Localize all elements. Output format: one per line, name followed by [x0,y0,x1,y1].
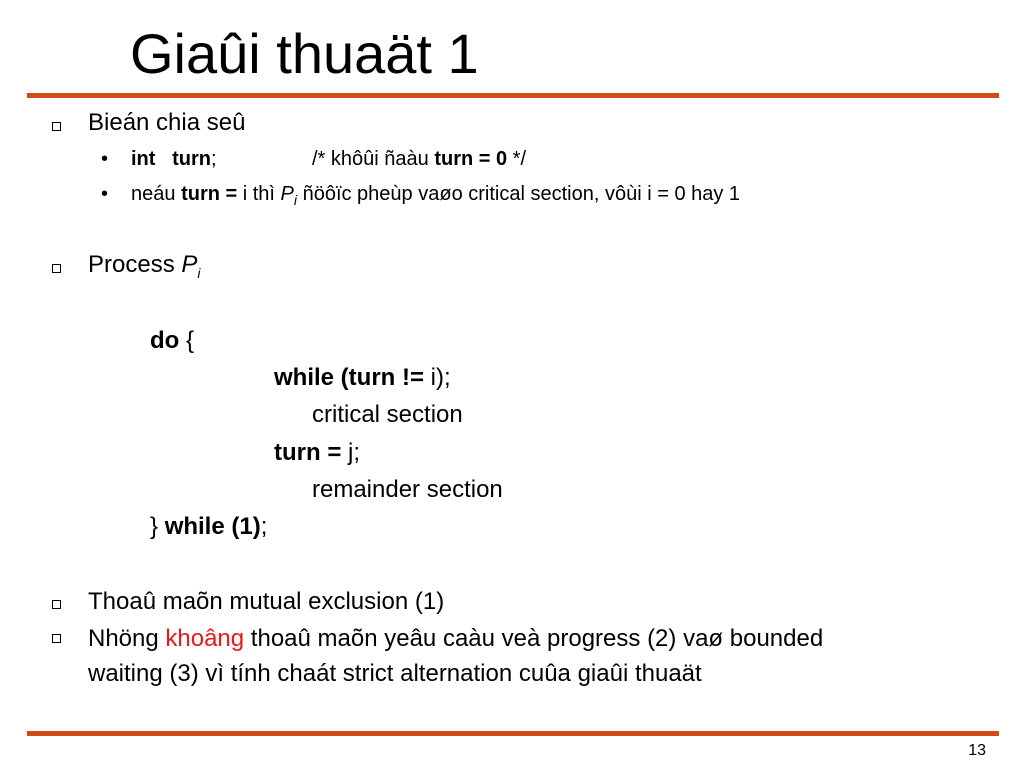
process-p: P [280,183,294,205]
keyword-int: int [131,148,156,170]
cond-pre: neáu [131,183,182,205]
progress-pre: Nhöng [88,625,166,652]
open-brace: { [179,327,195,354]
end-semicolon: ; [260,513,268,540]
footer-divider [27,731,999,736]
page-number: 13 [968,742,986,759]
keyword-while: while (1) [164,513,261,540]
turn-rest: j; [341,439,361,466]
comment-pre: /* khôûi ñaàu [312,148,435,170]
bullet-process [88,250,201,288]
hollow-square-icon [52,264,61,273]
code-turn-assign [274,438,360,468]
code-do [150,326,194,356]
process-subscript: i [197,264,201,281]
bullet-progress-line1 [88,624,823,654]
sub-bullet-int-turn [131,146,217,172]
hollow-square-icon [52,634,61,643]
keyword-do: do [150,327,180,354]
code-critical-section: critical section [312,401,463,428]
comment-post: */ [507,148,527,170]
progress-post: thoaû maõn yeâu caàu veà progress (2) vaø bounded [244,625,824,652]
cond-bold: turn = [181,183,238,205]
code-remainder-section: remainder section [312,476,503,503]
process-subscript: i [293,192,298,208]
bullet-shared-variable: Bieán chia seû [88,109,246,136]
keyword-while: while (turn != [274,364,424,391]
while-semicolon: ; [444,364,451,391]
cond-post: ñöôïc pheùp vaøo critical section, vôùi i = 0 hay 1 [297,183,741,205]
dot-bullet-icon: • [101,183,109,205]
while-rest: i) [424,364,444,391]
title-divider [27,93,999,98]
process-p: P [181,251,198,278]
sub-bullet-turn-condition [131,181,740,213]
comment-bold: turn = 0 [434,148,508,170]
hollow-square-icon [52,122,61,131]
keyword-turn: turn = [274,439,342,466]
semicolon: ; [211,148,217,170]
bullet-mutual-exclusion: Thoaû maõn mutual exclusion (1) [88,588,445,615]
close-brace: } [150,513,165,540]
code-while [274,363,451,393]
init-comment [312,146,526,172]
cond-mid: i thì [237,183,281,205]
process-label: Process [88,251,182,278]
keyword-turn: turn [172,148,211,170]
code-end-while [150,512,267,542]
bullet-progress-line2: waiting (3) vì tính chaát strict alternation cuûa giaûi thuaät [88,660,702,687]
slide-title: Giaûi thuaät 1 [130,22,479,85]
hollow-square-icon [52,600,61,609]
dot-bullet-icon: • [101,148,109,170]
highlight-not: khoâng [165,625,245,652]
